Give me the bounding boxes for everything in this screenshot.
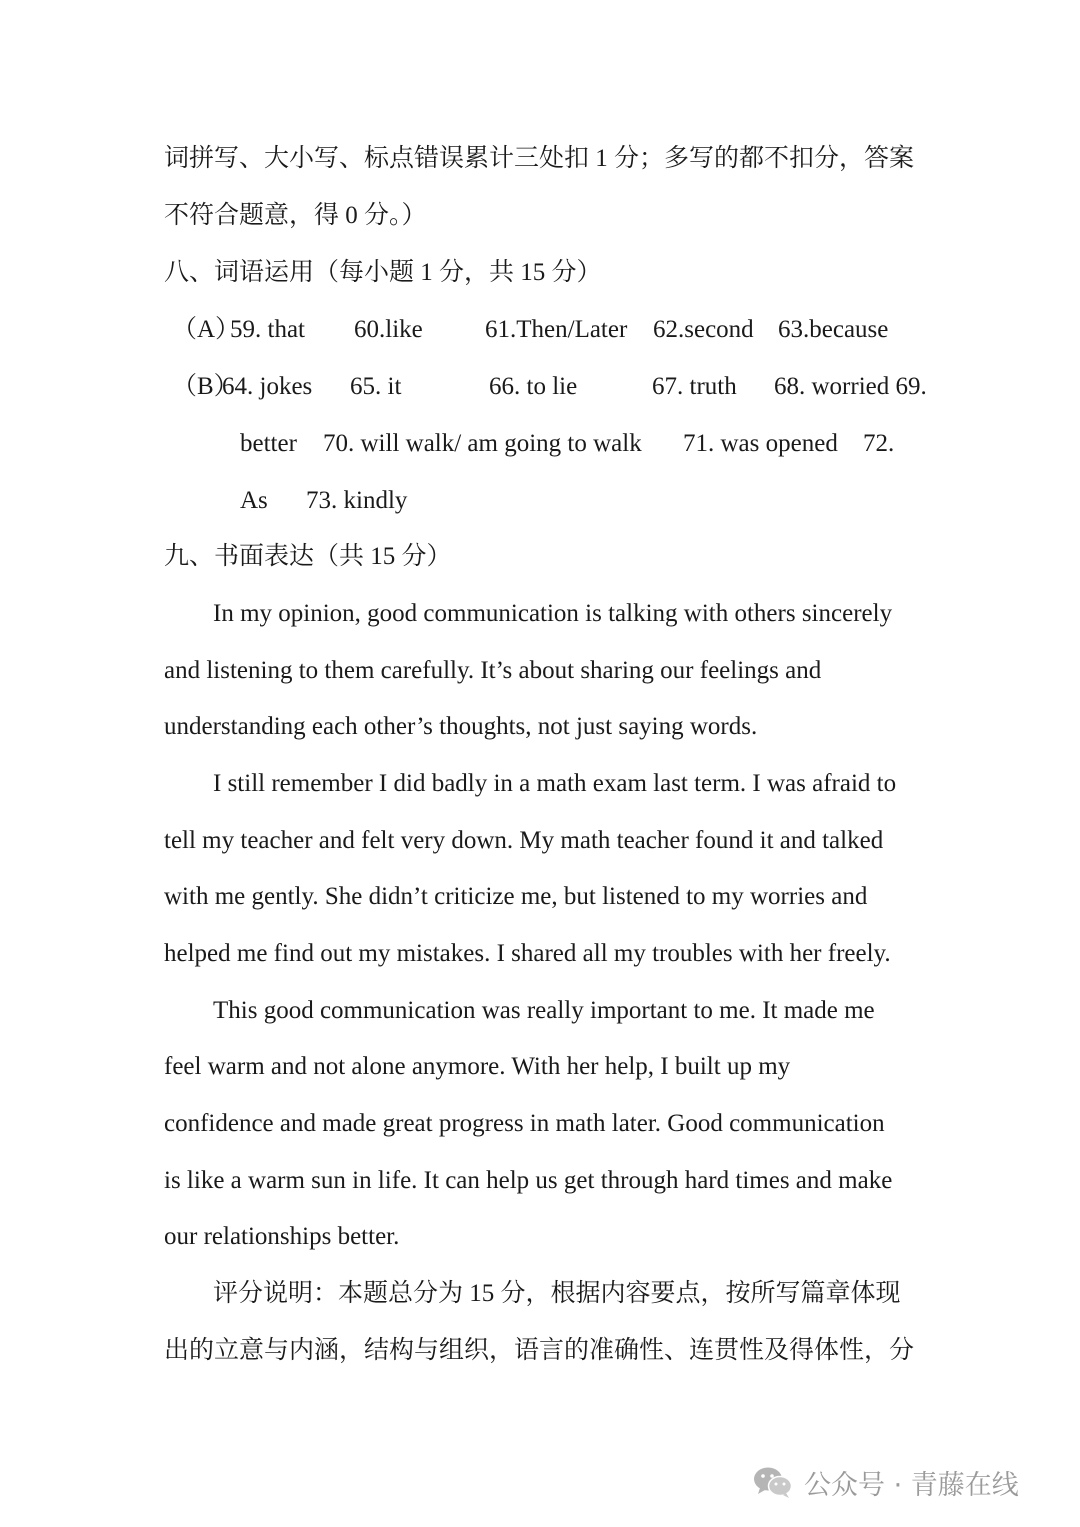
- essay-line-10: confidence and made great progress in math later. Good communication: [164, 1110, 885, 1137]
- answer-65: 65. it: [350, 373, 402, 400]
- answer-73: 73. kindly: [306, 487, 408, 514]
- answer-70: 70. will walk/ am going to walk: [323, 430, 642, 457]
- essay-line-1: In my opinion, good communication is talking with others sincerely: [213, 600, 893, 627]
- section-8-heading: 八、词语运用（每小题 1 分，共 15 分）: [164, 259, 602, 286]
- grading-note-line-2: 不符合题意，得 0 分。）: [164, 202, 427, 229]
- essay-line-6: with me gently. She didn’t criticize me, but listened to my worries and: [164, 883, 868, 910]
- scoring-note-line-1: 评分说明：本题总分为 15 分，根据内容要点，按所写篇章体现: [213, 1280, 901, 1307]
- answer-61: 61.Then/Later: [485, 316, 628, 343]
- scoring-note-line-2: 出的立意与内涵，结构与组织，语言的准确性、连贯性及得体性，分: [164, 1337, 915, 1364]
- essay-line-7: helped me find out my mistakes. I shared all my troubles with her freely.: [164, 940, 891, 967]
- answer-72: 72.: [863, 430, 895, 457]
- essay-line-9: feel warm and not alone anymore. With her help, I built up my: [164, 1053, 791, 1080]
- answer-68: 68. worried 69.: [774, 373, 927, 400]
- answer-63: 63.because: [778, 316, 889, 343]
- essay-line-5: tell my teacher and felt very down. My math teacher found it and talked: [164, 827, 884, 854]
- watermark-text: 公众号 · 青藤在线: [804, 1469, 1019, 1501]
- answer-69-cont: better: [240, 430, 297, 457]
- answer-71: 71. was opened: [683, 430, 838, 457]
- answer-72-cont: As: [240, 487, 268, 514]
- watermark: [752, 1462, 1019, 1502]
- answer-66: 66. to lie: [489, 373, 578, 400]
- section-9-heading: 九、书面表达（共 15 分）: [164, 543, 452, 570]
- essay-line-8: This good communication was really important to me. It made me: [213, 997, 875, 1024]
- essay-line-3: understanding each other’s thoughts, not just saying words.: [164, 713, 758, 740]
- answer-60: 60.like: [354, 316, 423, 343]
- essay-line-11: is like a warm sun in life. It can help us get through hard times and make: [164, 1167, 893, 1194]
- wechat-icon: [752, 1465, 794, 1499]
- answer-62: 62.second: [653, 316, 754, 343]
- essay-line-2: and listening to them carefully. It’s about sharing our feelings and: [164, 657, 822, 684]
- part-a-label: （A）: [172, 316, 241, 343]
- essay-line-12: our relationships better.: [164, 1223, 400, 1250]
- answer-67: 67. truth: [652, 373, 737, 400]
- answer-64: 64. jokes: [222, 373, 313, 400]
- essay-line-4: I still remember I did badly in a math exam last term. I was afraid to: [213, 770, 897, 797]
- part-b-label: （B）: [172, 373, 239, 400]
- answer-59: 59. that: [230, 316, 305, 343]
- grading-note-line-1: 词拼写、大小写、标点错误累计三处扣 1 分；多写的都不扣分，答案: [164, 145, 915, 172]
